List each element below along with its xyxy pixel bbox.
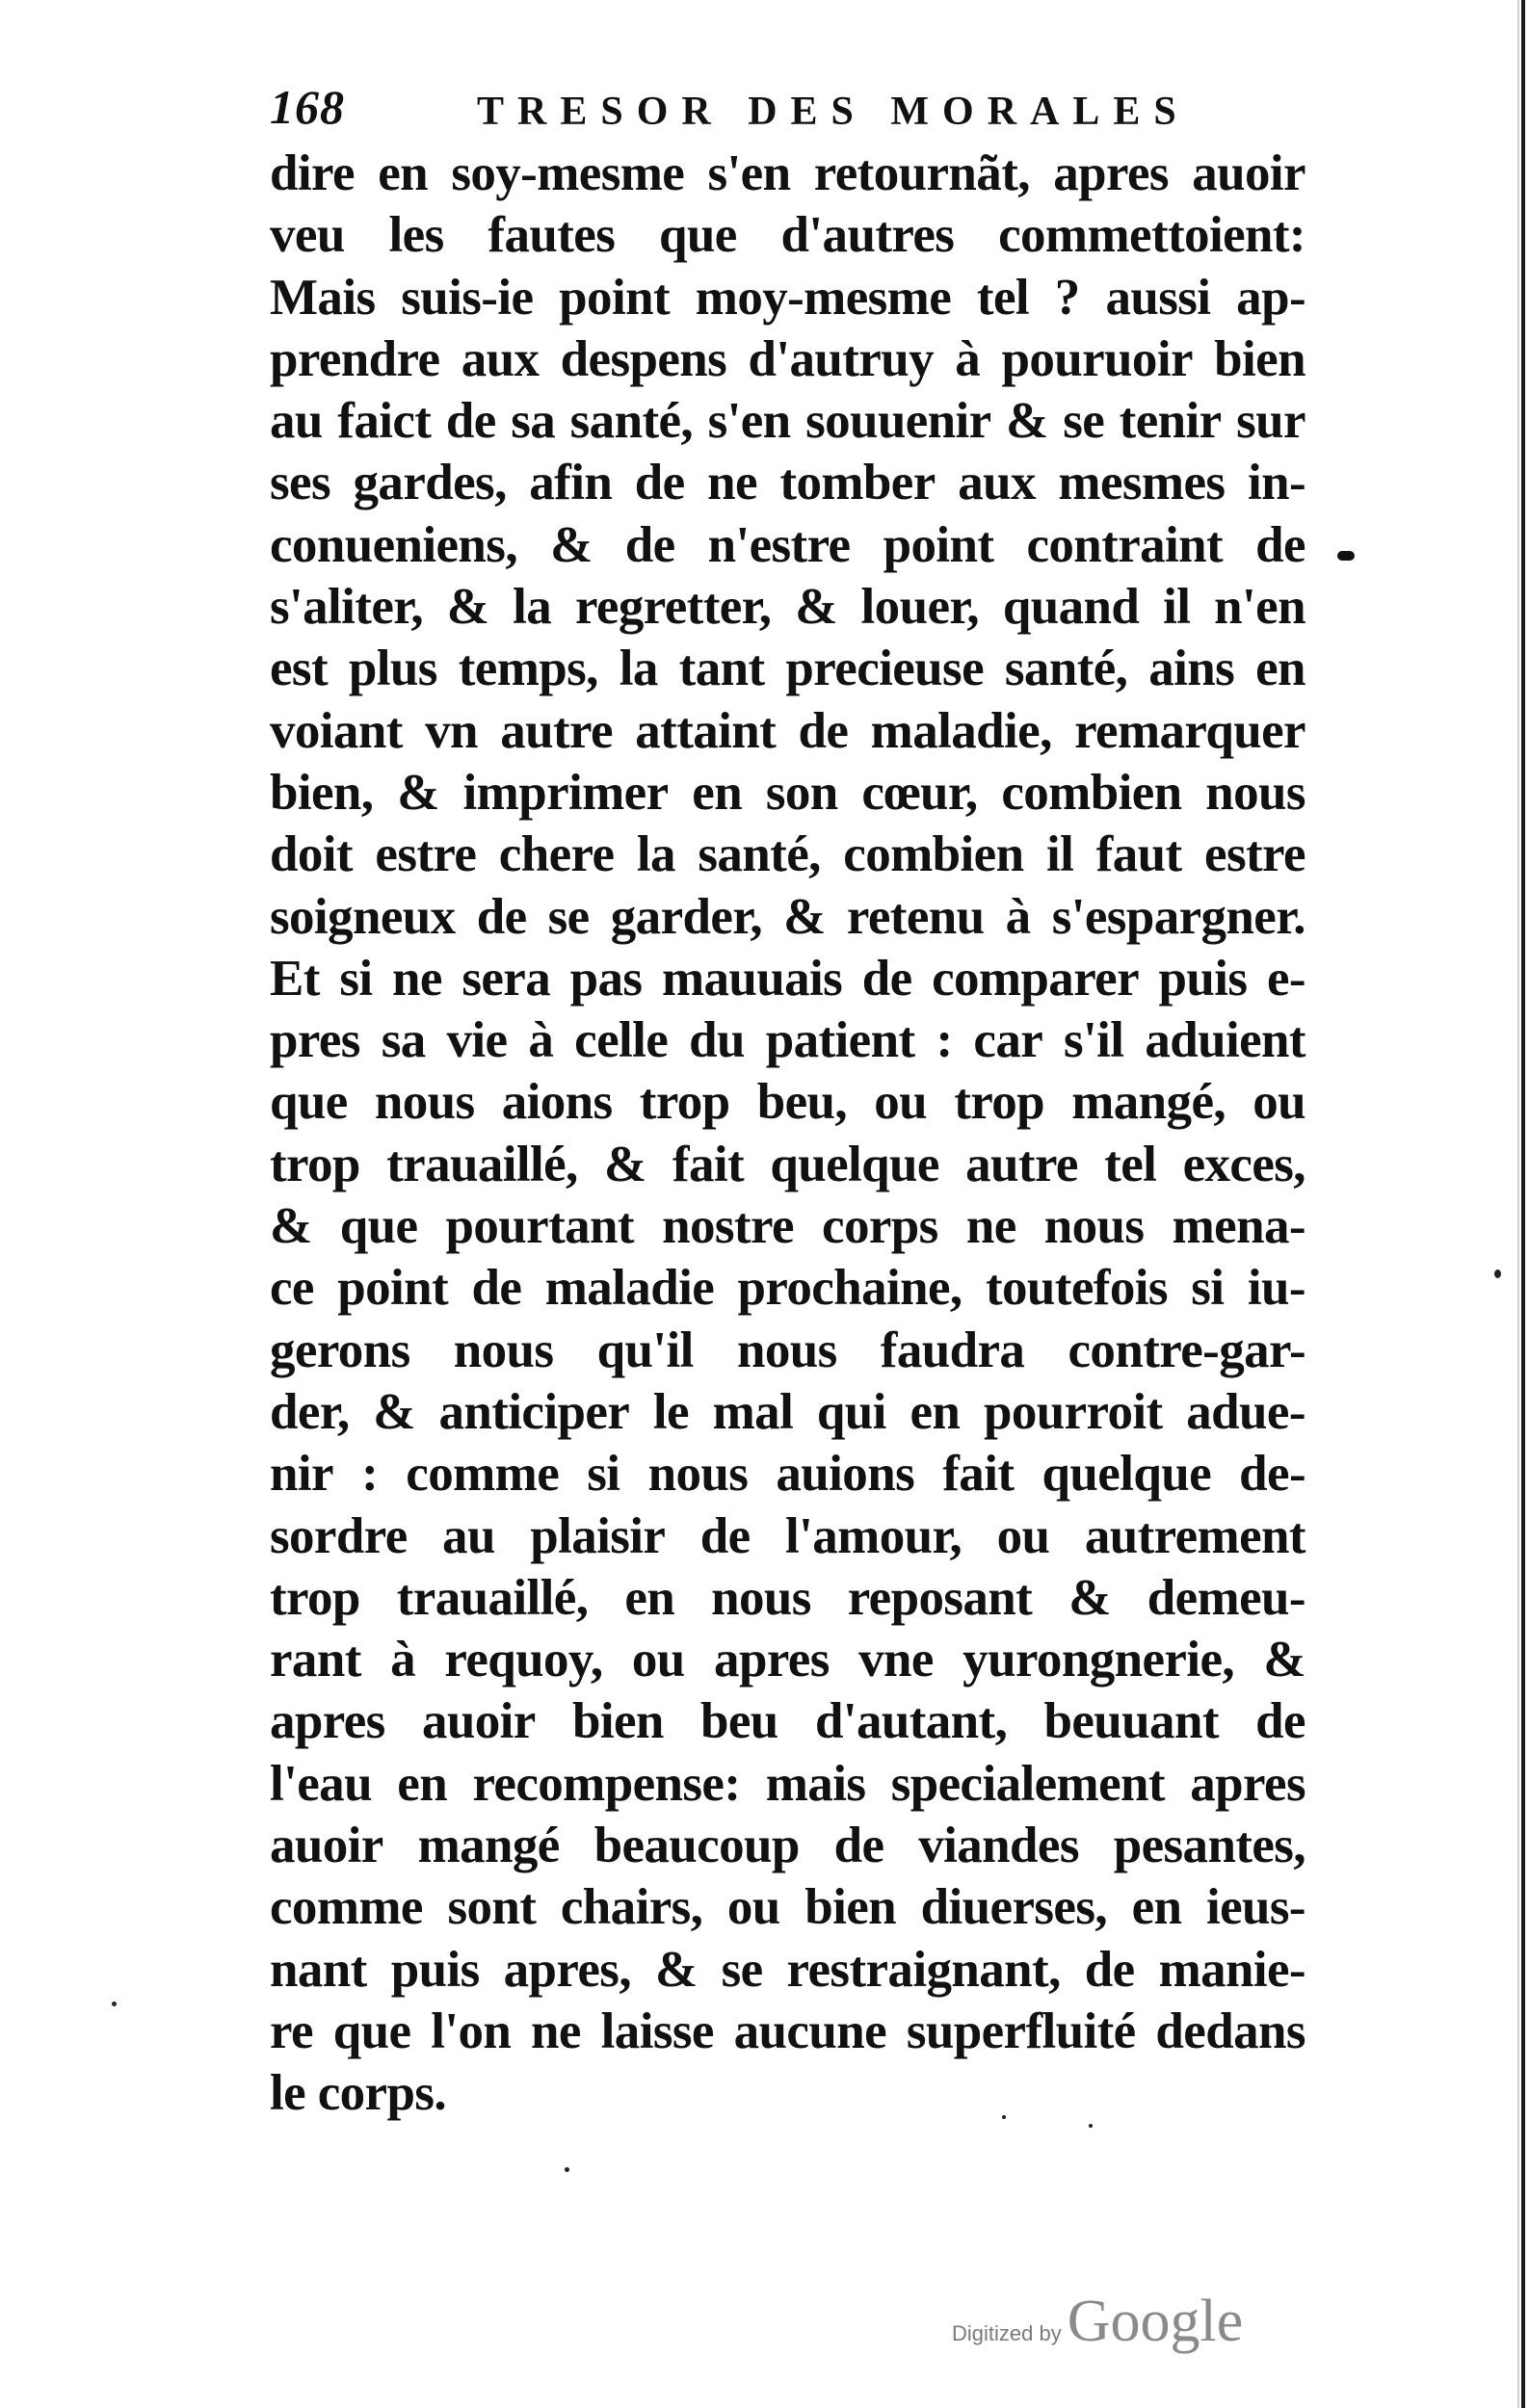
word: de — [833, 1818, 884, 1874]
text-line — [270, 1195, 1305, 1257]
word: d'autant, — [814, 1693, 1008, 1750]
word: vn — [425, 702, 478, 759]
word: & — [655, 1941, 698, 1998]
word: de — [445, 393, 496, 450]
word: aux — [958, 455, 1036, 511]
word: santé, — [1004, 641, 1128, 697]
word: suis-ie — [401, 269, 534, 326]
word: pourroit — [983, 1383, 1163, 1440]
word: fait — [942, 1446, 1015, 1503]
word: tomber — [779, 455, 936, 511]
word: quelque — [770, 1136, 939, 1192]
word: laisse — [600, 2002, 714, 2059]
word: celle — [574, 1012, 669, 1069]
ink-speck — [1002, 2115, 1006, 2119]
word: estre — [375, 826, 477, 883]
text-line — [270, 1443, 1305, 1505]
word: chairs, — [560, 1879, 703, 1936]
text-line — [270, 886, 1305, 948]
word: combien — [843, 826, 1024, 883]
word: santé, — [569, 393, 694, 450]
word: se — [721, 1941, 763, 1998]
text-line — [270, 514, 1305, 576]
text-line — [270, 1567, 1305, 1629]
text-line — [270, 1071, 1305, 1133]
page-number: 168 — [270, 80, 345, 134]
word: iu- — [1247, 1260, 1305, 1317]
word: dire — [270, 145, 355, 201]
word: beu — [700, 1693, 778, 1750]
word: ou — [996, 1507, 1050, 1564]
word: que — [332, 2002, 411, 2059]
word: apres — [1190, 1755, 1305, 1812]
word: faut — [1095, 826, 1182, 883]
word: tel — [1104, 1136, 1157, 1192]
word: toutefois — [985, 1260, 1168, 1317]
word: nous — [736, 1322, 837, 1378]
word: se — [547, 888, 590, 945]
text-line — [270, 700, 1305, 762]
word: retournãt, — [813, 145, 1030, 201]
text-line: le corps. — [270, 2065, 446, 2122]
word: puis — [1158, 950, 1248, 1007]
word: & — [1006, 393, 1048, 450]
word: de — [1084, 1941, 1135, 1998]
word: e- — [1266, 950, 1305, 1007]
word: exces, — [1182, 1136, 1305, 1192]
word: autre — [965, 1136, 1078, 1192]
word: l'eau — [270, 1755, 372, 1812]
word: sont — [447, 1879, 537, 1936]
text-line — [270, 1320, 1305, 1381]
word: s'en — [707, 393, 791, 450]
word: voiant — [270, 702, 403, 759]
word: & — [604, 1136, 646, 1192]
word: quand — [1002, 579, 1140, 636]
word: beuuant — [1043, 1693, 1219, 1750]
word: nant — [270, 1941, 367, 1998]
word: afin — [529, 455, 613, 511]
word: estre — [1204, 826, 1305, 883]
word: sera — [461, 950, 551, 1007]
word: comparer — [932, 950, 1140, 1007]
word: vne — [858, 1632, 934, 1688]
text-line — [270, 576, 1305, 638]
word: de — [1255, 516, 1305, 573]
word: apres — [1053, 145, 1169, 201]
word: point — [883, 516, 994, 573]
text-line — [270, 824, 1305, 885]
word: est — [270, 641, 328, 697]
word: ne — [531, 2002, 581, 2059]
word: de — [1255, 1693, 1305, 1750]
page-header — [270, 79, 1190, 146]
word: mais — [765, 1755, 866, 1812]
word: beu, — [756, 1074, 848, 1131]
word: il — [1163, 579, 1191, 636]
word: ou — [726, 1879, 780, 1936]
word: mena- — [1172, 1198, 1305, 1255]
word: despens — [560, 330, 727, 387]
word: de — [476, 888, 527, 945]
page-edge-shadow — [1517, 0, 1519, 2408]
word: auoir — [1192, 145, 1305, 201]
text-line — [270, 638, 1305, 699]
google-logo-text: Google — [1067, 2289, 1244, 2354]
word: & — [397, 764, 439, 821]
text-line — [270, 452, 1305, 513]
word: demeu- — [1147, 1569, 1305, 1626]
word: si — [339, 950, 373, 1007]
word: aussi — [1105, 269, 1211, 326]
word: plaisir — [530, 1507, 666, 1564]
word: bien — [571, 1693, 664, 1750]
word: & — [1263, 1632, 1305, 1688]
word: la — [636, 826, 675, 883]
word: re — [270, 2002, 313, 2059]
word: ne — [392, 950, 442, 1007]
word: nous — [1205, 764, 1305, 821]
word: der, — [270, 1383, 350, 1440]
word: maladie, — [870, 702, 1052, 759]
word: pouruoir — [1001, 330, 1193, 387]
word: l'amour, — [785, 1507, 962, 1564]
word: point — [559, 269, 670, 326]
digitized-by-label: Digitized by — [952, 2321, 1062, 2345]
word: apres — [714, 1632, 830, 1688]
word: maladie — [544, 1260, 715, 1317]
word: soigneux — [270, 888, 456, 945]
word: d'autres — [780, 207, 955, 264]
word: pourtant — [445, 1198, 634, 1255]
word: son — [765, 764, 838, 821]
word: gerons — [270, 1322, 410, 1378]
word: veu — [270, 207, 345, 264]
word: si — [1191, 1260, 1225, 1317]
word: fait — [672, 1136, 745, 1192]
word: prochaine, — [737, 1260, 962, 1317]
word: auoir — [270, 1818, 383, 1874]
word: n'estre — [707, 516, 851, 573]
text-line — [270, 1009, 1305, 1071]
word: tant — [678, 641, 765, 697]
word: sur — [1236, 393, 1305, 450]
ink-speck — [1494, 1269, 1501, 1278]
word: de — [861, 950, 912, 1007]
word: de — [624, 516, 675, 573]
word: ses — [270, 455, 330, 511]
text-line — [270, 1381, 1305, 1443]
word: apres — [270, 1693, 385, 1750]
word: de — [699, 1507, 751, 1564]
word: de — [798, 702, 849, 759]
word: gardes, — [353, 455, 507, 511]
word: mauuais — [661, 950, 843, 1007]
word: en — [692, 764, 743, 821]
word: car — [973, 1012, 1043, 1069]
ink-speck — [112, 2002, 117, 2006]
word: de — [471, 1260, 522, 1317]
word: & — [550, 516, 593, 573]
word: nous — [1043, 1198, 1145, 1255]
word: combien — [1001, 764, 1182, 821]
word: adue- — [1186, 1383, 1305, 1440]
word: remarquer — [1074, 702, 1305, 759]
word: s'il — [1064, 1012, 1124, 1069]
word: trop — [270, 1136, 360, 1192]
word: bien — [1214, 330, 1305, 387]
word: mangé — [417, 1818, 560, 1874]
word: aux — [461, 330, 540, 387]
word: comme — [270, 1879, 423, 1936]
word: santé, — [698, 826, 821, 883]
word: au — [270, 393, 323, 450]
word: en — [397, 1755, 448, 1812]
word: s'en — [707, 145, 791, 201]
word: ou — [1252, 1074, 1305, 1131]
text-line — [270, 267, 1305, 328]
word: d'autruy — [748, 330, 935, 387]
running-title: TRESOR DES MORALES — [477, 90, 1190, 134]
word: nous — [374, 1074, 475, 1131]
word: trop — [954, 1074, 1045, 1131]
word: n'en — [1214, 579, 1305, 636]
word: retenu — [846, 888, 985, 945]
word: trop — [639, 1074, 730, 1131]
word: aduient — [1145, 1012, 1305, 1069]
word: contraint — [1026, 516, 1224, 573]
word: que — [659, 207, 737, 264]
word: aions — [501, 1074, 613, 1131]
word: si — [587, 1446, 620, 1503]
word: tel — [976, 269, 1030, 326]
word: attaint — [635, 702, 777, 759]
word: puis — [390, 1941, 480, 1998]
text-line — [270, 143, 1305, 204]
word: conueniens, — [270, 516, 517, 573]
word: comme — [406, 1446, 560, 1503]
word: trauaillé, — [386, 1136, 578, 1192]
text-line — [270, 1939, 1305, 2001]
word: patient — [765, 1012, 915, 1069]
word: auions — [776, 1446, 915, 1503]
word: s'aliter, — [270, 579, 423, 636]
word: recompense: — [472, 1755, 741, 1812]
word: ce — [270, 1260, 314, 1317]
word: aucune — [733, 2002, 887, 2059]
word: trauaillé, — [396, 1569, 589, 1626]
word: regretter, — [574, 579, 772, 636]
word: sordre — [270, 1507, 408, 1564]
word: & — [446, 579, 489, 636]
word: autre — [500, 702, 613, 759]
body-text — [270, 143, 1305, 2125]
word: auoir — [421, 1693, 536, 1750]
word: imprimer — [462, 764, 669, 821]
word: tenir — [1119, 393, 1222, 450]
word: trop — [270, 1569, 360, 1626]
word: ains — [1148, 641, 1235, 697]
text-line — [270, 2001, 1305, 2062]
word: chere — [498, 826, 615, 883]
margin-mark — [1337, 551, 1355, 561]
word: reposant — [847, 1569, 1033, 1626]
word: moy-mesme — [695, 269, 952, 326]
word: & — [795, 579, 837, 636]
word: dedans — [1155, 2002, 1305, 2059]
ink-speck — [1089, 2124, 1093, 2128]
word: l'on — [431, 2002, 512, 2059]
word: garder, — [610, 888, 762, 945]
word: requoy, — [444, 1632, 603, 1688]
word: mangé, — [1071, 1074, 1226, 1131]
page-edge — [1521, 0, 1525, 2408]
word: au — [442, 1507, 495, 1564]
word: pas — [569, 950, 643, 1007]
word: precieuse — [785, 641, 984, 697]
word: ou — [631, 1632, 685, 1688]
word: il — [1045, 826, 1074, 883]
word: du — [689, 1012, 745, 1069]
word: contre-gar- — [1068, 1322, 1305, 1378]
word: commettoient: — [998, 207, 1305, 264]
text-line — [270, 1257, 1305, 1319]
ink-speck — [565, 2167, 569, 2172]
word: Mais — [270, 269, 376, 326]
word: manie- — [1158, 1941, 1305, 1998]
text-line — [270, 1134, 1305, 1195]
word: ieus- — [1205, 1879, 1305, 1936]
word: qui — [816, 1383, 886, 1440]
word: ap- — [1236, 269, 1305, 326]
word: ou — [874, 1074, 928, 1131]
word: Et — [270, 950, 320, 1007]
text-line — [270, 948, 1305, 1009]
word: à — [390, 1632, 416, 1688]
word: : — [936, 1012, 953, 1069]
word: & — [373, 1383, 415, 1440]
text-line — [270, 1876, 1305, 1938]
word: que — [339, 1198, 418, 1255]
word: se — [1063, 393, 1105, 450]
word: mesmes — [1058, 455, 1226, 511]
word: nous — [647, 1446, 749, 1503]
word: nir — [270, 1446, 333, 1503]
word: viandes — [918, 1818, 1079, 1874]
word: doit — [270, 826, 353, 883]
text-line — [270, 328, 1305, 390]
word: fautes — [488, 207, 616, 264]
word: rant — [270, 1632, 361, 1688]
word: anticiper — [438, 1383, 630, 1440]
word: quelque — [1041, 1446, 1211, 1503]
word: nous — [711, 1569, 811, 1626]
text-line — [270, 204, 1305, 266]
word: ne — [707, 455, 757, 511]
word: prendre — [270, 330, 440, 387]
word: superfluité — [906, 2002, 1136, 2059]
word: point — [337, 1260, 449, 1317]
word: nostre — [662, 1198, 794, 1255]
word: nous — [453, 1322, 554, 1378]
word: en — [909, 1383, 961, 1440]
word: ? — [1054, 269, 1080, 326]
word: sa — [381, 1012, 426, 1069]
word: faict — [337, 393, 432, 450]
word: la — [513, 579, 552, 636]
word: en — [1255, 641, 1305, 697]
word: les — [388, 207, 444, 264]
text-line — [270, 1629, 1305, 1690]
word: sa — [511, 393, 556, 450]
word: à — [955, 330, 981, 387]
word: la — [619, 641, 658, 697]
word: corps — [822, 1198, 938, 1255]
word: restraignant, — [786, 1941, 1061, 1998]
word: cœur, — [861, 764, 978, 821]
word: temps, — [458, 641, 598, 697]
word: de- — [1239, 1446, 1305, 1503]
text-line — [270, 390, 1305, 452]
word: en — [1131, 1879, 1182, 1936]
word: soy-mesme — [451, 145, 685, 201]
word: de — [634, 455, 685, 511]
word: ne — [965, 1198, 1016, 1255]
text-line — [270, 1690, 1305, 1752]
word: à — [1005, 888, 1031, 945]
text-line — [270, 1753, 1305, 1815]
word: & — [1068, 1569, 1111, 1626]
word: qu'il — [596, 1322, 694, 1378]
word: yurongnerie, — [962, 1632, 1235, 1688]
word: bien, — [270, 764, 374, 821]
text-line — [270, 1505, 1305, 1567]
word: faudra — [880, 1322, 1025, 1378]
word: diuerses, — [920, 1879, 1107, 1936]
text-line — [270, 1815, 1305, 1876]
word: souuenir — [805, 393, 991, 450]
word: que — [270, 1074, 348, 1131]
word: en — [624, 1569, 675, 1626]
word: apres, — [503, 1941, 631, 1998]
word: beaucoup — [593, 1818, 800, 1874]
text-line — [270, 762, 1305, 824]
digitized-by-watermark — [952, 2288, 1243, 2356]
word: vie — [446, 1012, 508, 1069]
word: pesantes, — [1113, 1818, 1305, 1874]
word: en — [378, 145, 429, 201]
word: louer, — [860, 579, 980, 636]
word: plus — [348, 641, 437, 697]
word: à — [528, 1012, 554, 1069]
word: pres — [270, 1012, 360, 1069]
word: bien — [804, 1879, 897, 1936]
word: mal — [712, 1383, 794, 1440]
word: & — [270, 1198, 312, 1255]
word: in- — [1247, 455, 1305, 511]
word: & — [783, 888, 826, 945]
word: specialement — [890, 1755, 1165, 1812]
word: : — [361, 1446, 379, 1503]
word: s'espargner. — [1051, 888, 1305, 945]
word: autrement — [1084, 1507, 1305, 1564]
word: le — [652, 1383, 689, 1440]
